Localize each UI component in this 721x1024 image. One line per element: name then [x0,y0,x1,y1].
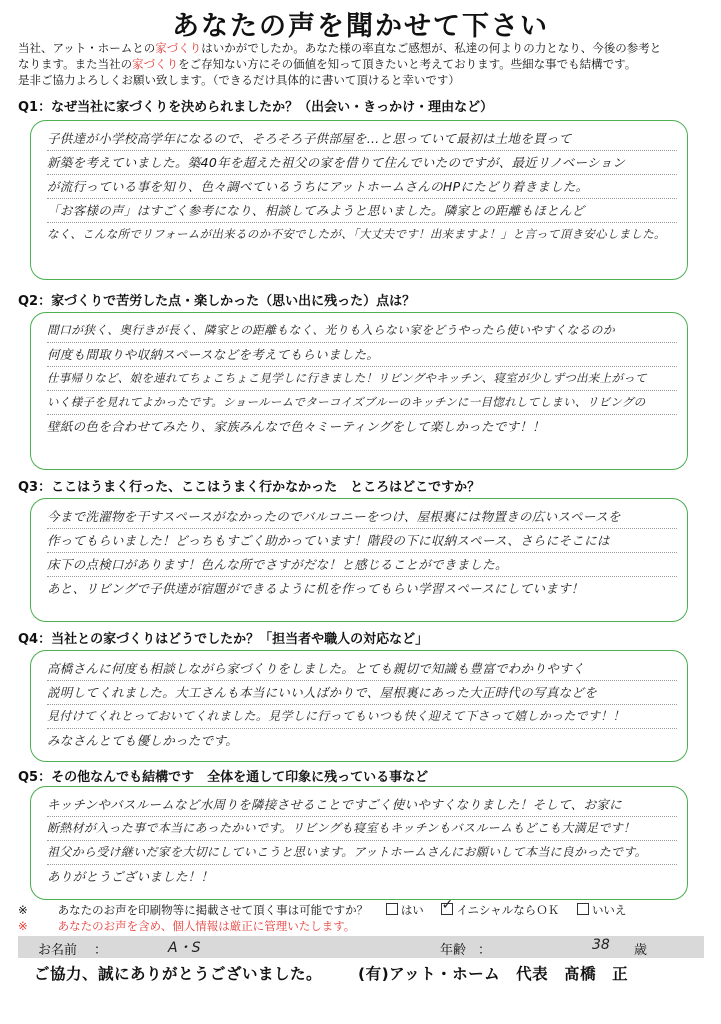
answer-line: 何度も間取りや収納スペースなどを考えてもらいました。 [47,343,677,367]
note-mark: ※ [18,903,28,917]
consent-option-initial[interactable] [441,902,559,918]
answer-line: あと、リビングで子供達が宿題ができるように机を作ってもらい学習スペースにしています！ [47,581,584,596]
answer-line: 断熱材が入った事で本当にあったかいです。リビングも寝室もキッチンもバスルームもどこも大満足です！ [47,817,677,841]
age-separator: ： [478,943,492,958]
consent-row [18,902,626,918]
intro-text [18,40,708,88]
answer-line: なく、こんな所でリフォームが出来るのか不安でしたが、「大丈夫です！出来ますよ！」と言って頂き安心しました。 [47,227,666,241]
answer-line: 説明してくれました。大工さんも本当にいい人ばかりで、屋根裏にあった大正時代の写真などを [47,681,677,705]
answer-line: 子供達が小学校高学年になるので、そろそろ子供部屋を…と思っていて最初は土地を買って [47,127,677,151]
answer-line: キッチンやバスルームなど水周りを隣接させることですごく使いやすくなりました！そして、お家に [47,793,677,817]
answer-2-box [30,312,688,470]
answer-line: 祖父から受け継いだ家を大切にしていこうと思います。アットホームさんにお願いして本当に良かったです。 [47,841,677,865]
answer-3-box [30,498,688,622]
age-unit: 歳 [634,943,648,958]
answer-line: 新築を考えていました。築40年を超えた祖父の家を借りて住んでいたのですが、最近リノベーション [47,151,677,175]
question-1-label: Q1：なぜ当社に家づくりを決められましたか？（出会い・きっかけ・理由など） [18,100,494,115]
answer-line: いく様子を見れてよかったです。ショールームでターコイズブルーのキッチンに一目惚れしてしまい、リビングの [47,391,677,415]
answer-line: 壁紙の色を合わせてみたり、家族みんなで色々ミーティングをして楽しかったです！！ [47,419,545,434]
option-label: いいえ [591,903,627,917]
answer-line: 高橋さんに何度も相談しながら家づくりをしました。とても親切で知識も豊富でわかりやすく [47,657,677,681]
page-title: あなたの声を聞かせて下さい [172,11,549,42]
intro-highlight: 家づくり [132,57,179,71]
question-3-label: Q3：ここはうまく行った、ここはうまく行かなかった ところはどこですか？ [18,480,481,495]
note-mark: ※ [18,919,28,933]
answer-line: 作ってもらいました！どっちもすごく助かっています！階段の下に収納スペース、さらにそこには [47,529,677,553]
question-4-label: Q4：当社との家づくりはどうでしたか？「担当者や職人の対応など」 [18,632,429,647]
answer-1-box [30,120,688,280]
answer-line: 今まで洗濯物を干すスペースがなかったのでバルコニーをつけ、屋根裏には物置きの広いスペースを [47,505,677,529]
checkbox-yes[interactable] [386,903,398,915]
consent-option-no[interactable] [577,902,627,918]
intro-text-part: をご存知ない方にその価値を知って頂きたいと考えております。些細な事でも結構です。 [178,57,637,71]
answer-5-box [30,786,688,900]
option-label: イニシャルならＯＫ [456,903,560,917]
checkbox-no[interactable] [577,903,589,915]
intro-text-part: なります。また当社の [18,57,133,71]
consent-question: あなたのお声を印刷物等に掲載させて頂く事は可能ですか？ [57,903,369,917]
answer-line: 間口が狭く、奥行きが長く、隣家との距離もなく、光りも入らない家をどうやったら使いやすくなるのか [47,319,677,343]
name-value[interactable]: A・S [168,940,201,956]
answer-4-box [30,650,688,762]
age-label: 年齢 [440,943,467,958]
privacy-row [18,918,355,934]
answer-line: ありがとうございました！！ [47,869,214,884]
intro-highlight: 家づくり [155,41,202,55]
intro-line-1 [18,40,708,56]
name-separator: ： [94,943,108,958]
intro-text-part: 当社、アット・ホームとの [18,41,156,55]
intro-line-2 [18,56,708,72]
name-label: お名前 [38,943,78,958]
intro-line-3: 是非ご協力よろしくお願い致します。（できるだけ具体的に書いて頂けると幸いです） [18,73,460,87]
answer-line: 見付けてくれとっておいてくれました。見学しに行ってもいつも快く迎えて下さって嬉しかったです！！ [47,705,677,729]
company-signature: (有)アット・ホーム 代表 髙橋 正 [358,965,629,983]
checkbox-initial-checked[interactable] [441,903,453,915]
intro-text-part: はいかがでしたか。あなた様の率直なご感想が、私達の何よりの力となり、今後の参考と [201,41,662,55]
answer-line: が流行っている事を知り、色々調べているうちにアットホームさんのHPにたどり着きました。 [47,175,677,199]
name-age-bar [18,936,704,958]
answer-line: 「お客様の声」はすごく参考になり、相談してみようと思いました。隣家との距離もほとんど [47,199,677,223]
answer-line: 仕事帰りなど、娘を連れてちょこちょこ見学しに行きました！リビングやキッチン、寝室が少しずつ出来上がって [47,367,677,391]
age-value[interactable]: 38 [592,937,610,953]
thanks-message: ご協力、誠にありがとうございました。 [34,965,323,983]
privacy-text: あなたのお声を含め、個人情報は厳正に管理いたします。 [57,919,356,933]
question-2-label: Q2：家づくりで苦労した点・楽しかった（思い出に残った）点は？ [18,294,416,309]
question-5-label: Q5：その他なんでも結構です 全体を通して印象に残っている事など [18,770,429,785]
consent-option-yes[interactable] [386,902,424,918]
answer-line: みなさんとても優しかったです。 [47,733,239,748]
option-label: はい [400,903,424,917]
answer-line: 床下の点検口があります！色んな所でさすがだな！と感じることができました。 [47,553,677,577]
